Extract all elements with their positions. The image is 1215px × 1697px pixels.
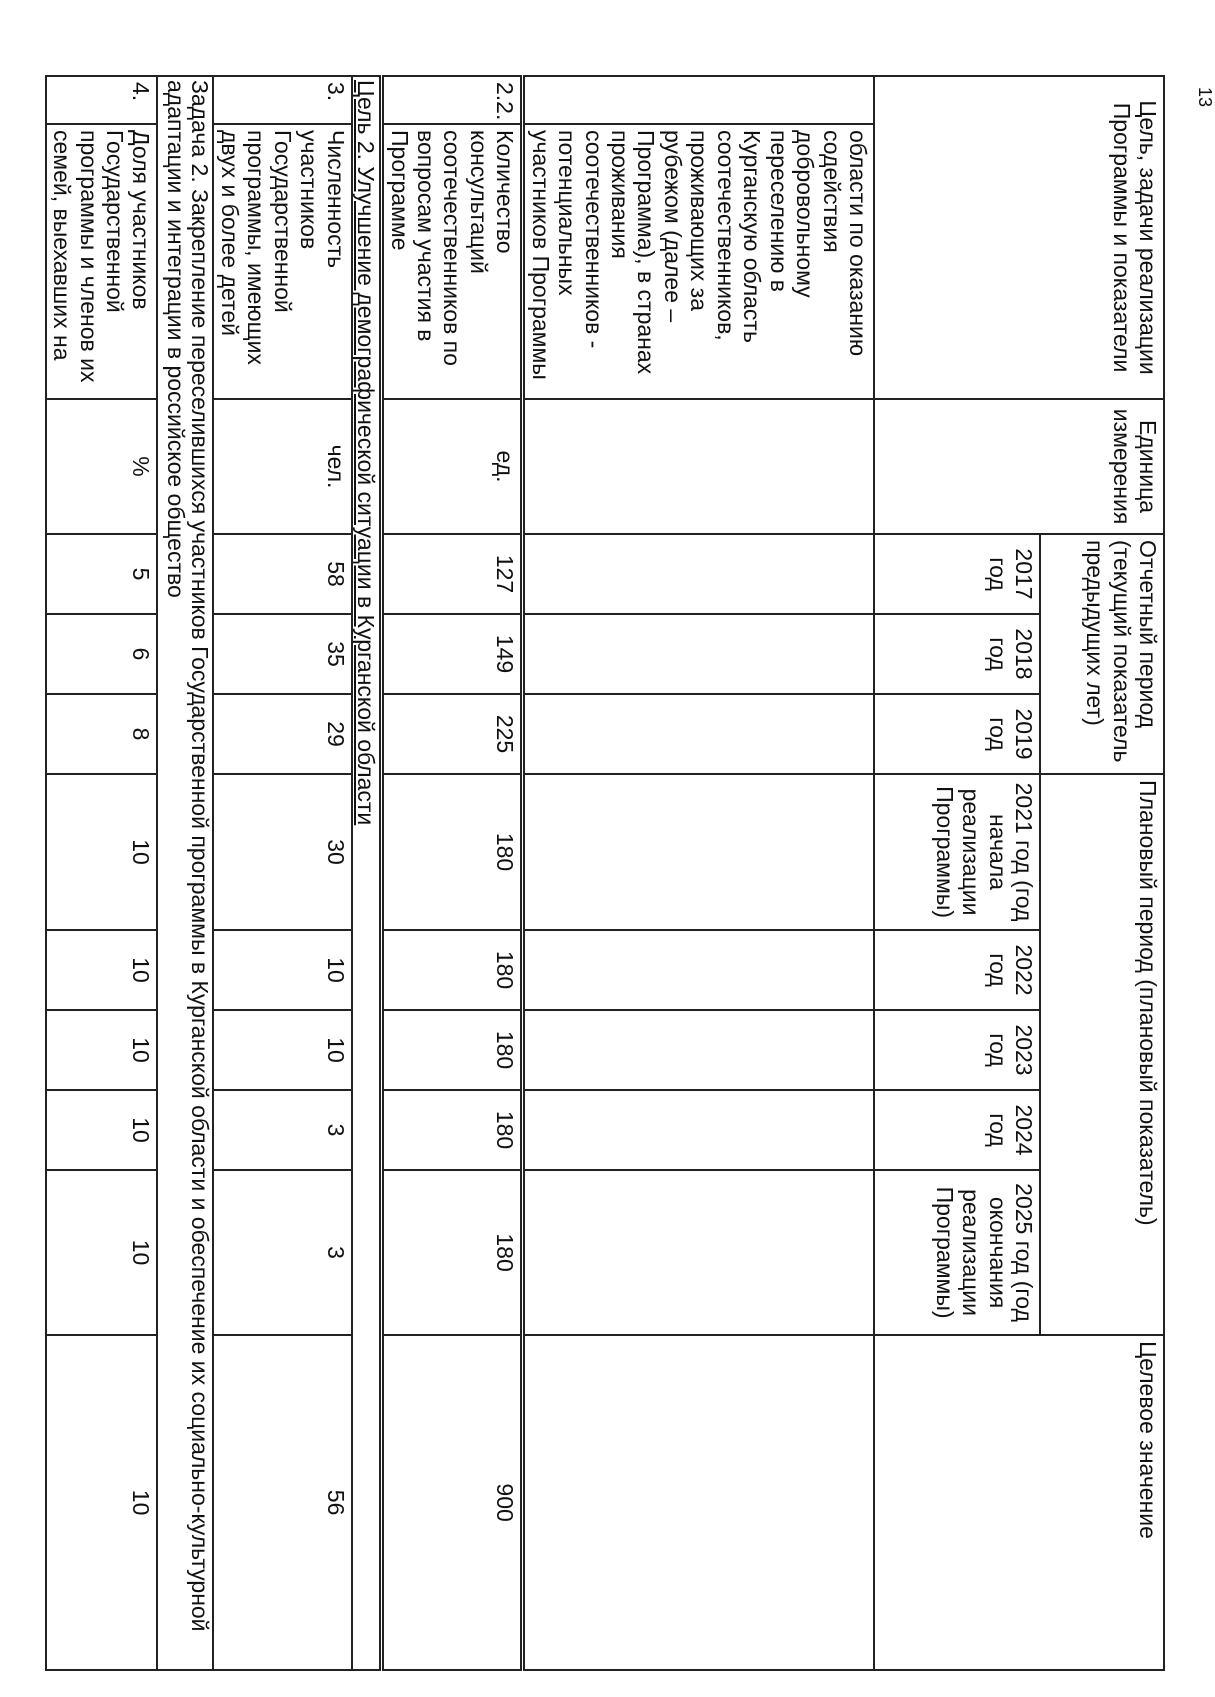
header-2018: 2018 год	[874, 614, 1040, 694]
header-target: Целевое значение	[874, 1335, 1164, 1670]
rotated-page	[49, 75, 1215, 1669]
section-row	[157, 76, 213, 1670]
row-2017: 127	[382, 534, 523, 614]
row-name: Доля участников Государственной программы и членов их семей, выехавших на	[46, 124, 158, 399]
row-name: Количество консультаций соотечественников по вопросам участия в Программе	[382, 124, 523, 399]
header-2023: 2023 год	[874, 1010, 1040, 1090]
row-2022	[523, 930, 874, 1010]
row-2018: 149	[382, 614, 523, 694]
row-2025	[523, 1170, 874, 1335]
table-row	[382, 76, 523, 1670]
row-2021: 10	[46, 774, 158, 930]
row-unit	[523, 399, 874, 534]
row-2024	[523, 1090, 874, 1170]
header-2019: 2019 год	[874, 694, 1040, 774]
header-2017: 2017 год	[874, 534, 1040, 614]
row-unit: ед.	[382, 399, 523, 534]
table-row	[213, 76, 351, 1670]
row-2018: 6	[46, 614, 158, 694]
row-2019: 8	[46, 694, 158, 774]
indicators-table	[45, 75, 1165, 1671]
row-2018	[523, 614, 874, 694]
row-2021: 180	[382, 774, 523, 930]
header-2021: 2021 год (год начала реализации Программы)	[874, 774, 1040, 930]
row-2022: 10	[213, 930, 351, 1010]
row-name: Численность участников Государственной программы, имеющих двух и более детей	[213, 124, 351, 399]
page-number: 13	[1195, 87, 1215, 108]
row-2025: 180	[382, 1170, 523, 1335]
row-2024: 10	[46, 1090, 158, 1170]
row-2017: 5	[46, 534, 158, 614]
row-2023: 10	[213, 1010, 351, 1090]
row-2025: 10	[46, 1170, 158, 1335]
header-2024: 2024 год	[874, 1090, 1040, 1170]
header-2025: 2025 год (год окончания реализации Программы)	[874, 1170, 1040, 1335]
row-2021	[523, 774, 874, 930]
row-2024: 3	[213, 1090, 351, 1170]
row-unit: чел.	[213, 399, 351, 534]
row-2019: 225	[382, 694, 523, 774]
row-number: 2.2.	[382, 76, 523, 124]
row-target: 56	[213, 1335, 351, 1670]
header-goal: Цель, задачи реализации Программы и показатели	[874, 76, 1164, 399]
row-2023	[523, 1010, 874, 1090]
row-target: 900	[382, 1335, 523, 1670]
section-task-2: Задача 2. Закрепление переселившихся участников Государственной программы в Курганской области и обеспечение их социально-культурной адаптации и интеграции в российское общество	[157, 76, 213, 1670]
row-2019: 29	[213, 694, 351, 774]
section-row	[352, 76, 382, 1670]
header-row-1	[1040, 76, 1164, 1670]
row-2024: 180	[382, 1090, 523, 1170]
row-2025: 3	[213, 1170, 351, 1335]
table-row	[523, 76, 874, 1670]
row-2022: 10	[46, 930, 158, 1010]
section-goal-2: Цель 2. Улучшение демографической ситуации в Курганской области	[352, 76, 382, 1670]
row-2023: 10	[46, 1010, 158, 1090]
row-2018: 35	[213, 614, 351, 694]
row-2017	[523, 534, 874, 614]
row-unit: %	[46, 399, 158, 534]
row-target	[523, 1335, 874, 1670]
row-number	[523, 76, 874, 124]
row-2022: 180	[382, 930, 523, 1010]
row-target: 10	[46, 1335, 158, 1670]
row-2017: 58	[213, 534, 351, 614]
row-2019	[523, 694, 874, 774]
row-name: области по оказанию содействия добровольному переселению в Курганскую область соотечественников, проживающих за рубежом (далее – Программа), в странах проживания соотечественников - потенциальных участников Программы	[523, 124, 874, 399]
row-number: 4.	[46, 76, 158, 124]
header-planned: Плановый период (плановый показатель)	[1040, 774, 1164, 1335]
row-2023: 180	[382, 1010, 523, 1090]
header-unit: Единица измерения	[874, 399, 1164, 534]
table-row	[46, 76, 158, 1670]
row-number: 3.	[213, 76, 351, 124]
header-reporting: Отчетный период (текущий показатель предыдущих лет)	[1040, 534, 1164, 774]
header-2022: 2022 год	[874, 930, 1040, 1010]
row-2021: 30	[213, 774, 351, 930]
